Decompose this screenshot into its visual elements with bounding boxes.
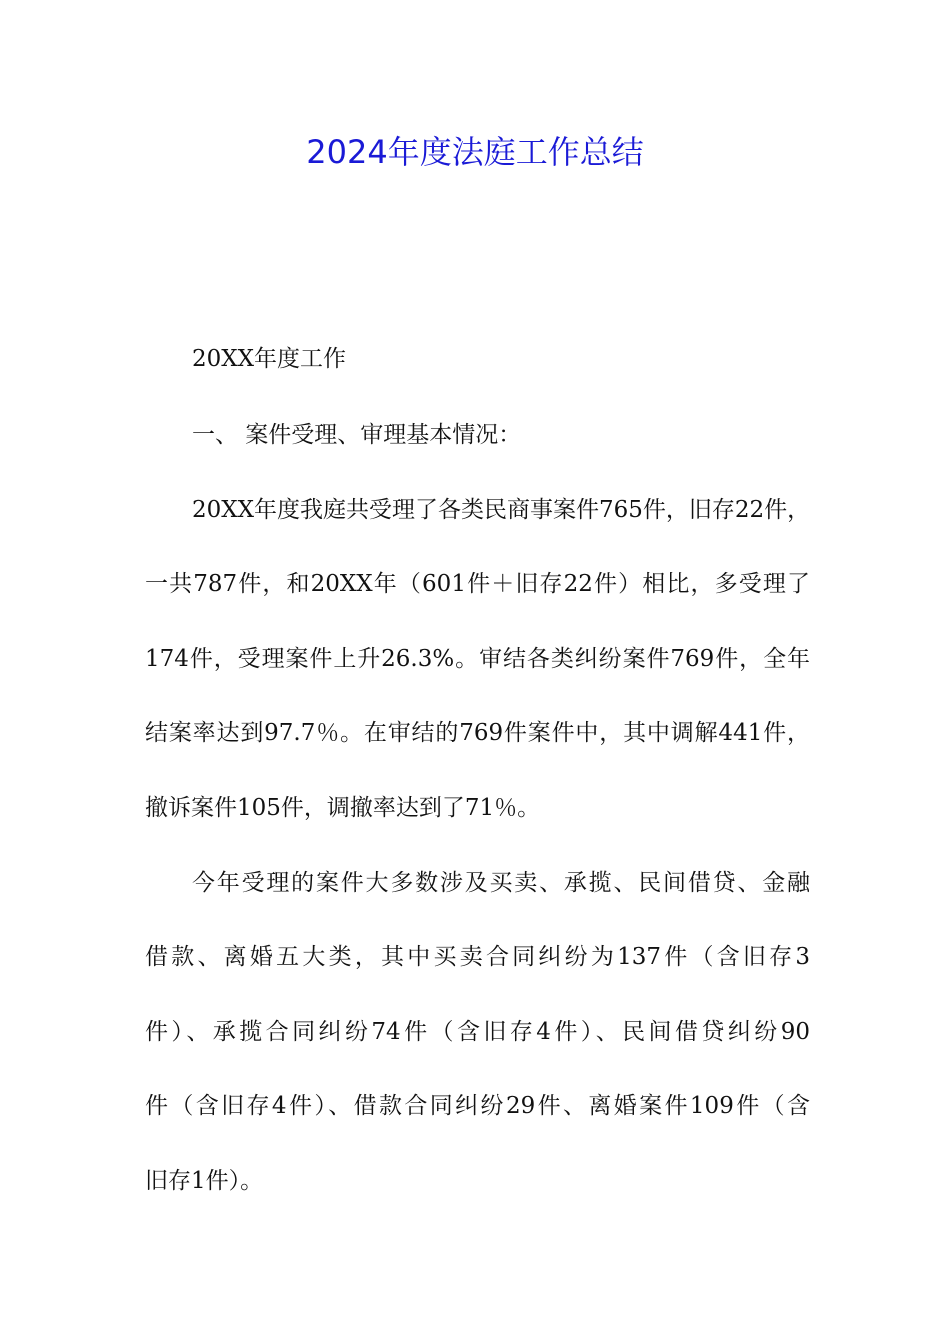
paragraph2-line: 件）、承揽合同纠纷74件（含旧存4件）、民间借贷纠纷90 [145,1019,810,1045]
paragraph1-line: 结案率达到97.7％。在审结的769件案件中，其中调解441件， [145,720,810,746]
paragraph2-line: 借款、离婚五大类，其中买卖合同纠纷为137件（含旧存3 [145,944,810,970]
section-heading: 20XX年度工作 [192,346,347,372]
paragraph2-line: 今年受理的案件大多数涉及买卖、承揽、民间借贷、金融 [192,870,810,896]
subheading: 一、 案件受理、审理基本情况： [192,422,522,448]
paragraph1-line: 撤诉案件105件，调撤率达到了71％。 [145,795,541,821]
paragraph1-line: 174件，受理案件上升26.3%。审结各类纠纷案件769件，全年 [145,646,810,672]
paragraph2-line: 旧存1件）。 [145,1168,264,1194]
paragraph1-line: 一共787件，和20XX年（601件＋旧存22件）相比，多受理了 [145,571,810,597]
paragraph2-line: 件（含旧存4件）、借款合同纠纷29件、离婚案件109件（含 [145,1093,810,1119]
document-title: 2024年度法庭工作总结 [306,133,644,171]
paragraph1-line: 20XX年度我庭共受理了各类民商事案件765件，旧存22件， [192,497,811,523]
